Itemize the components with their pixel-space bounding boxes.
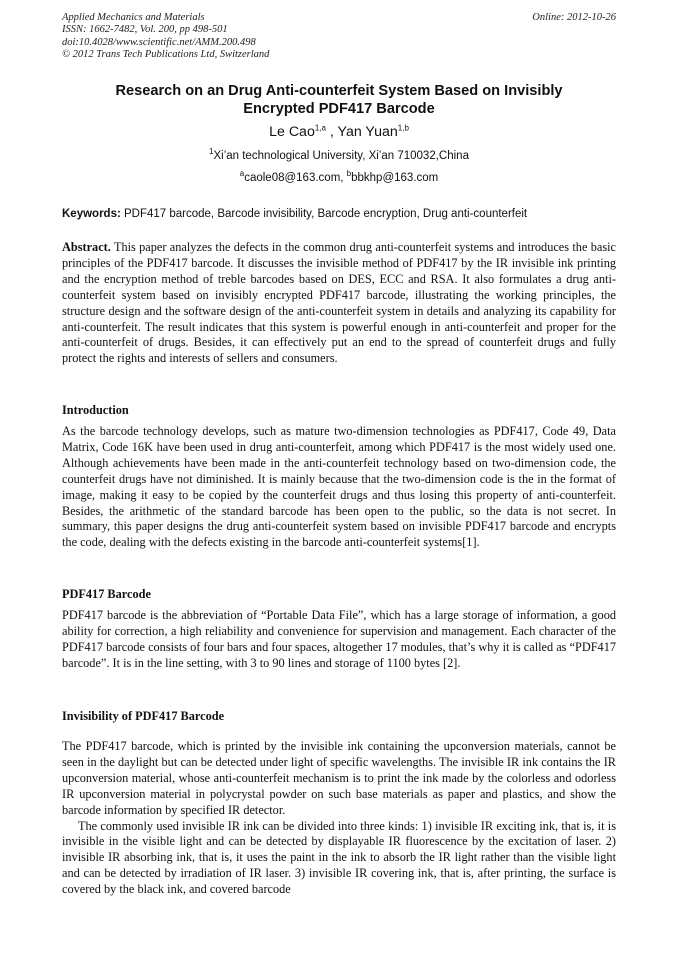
abstract: [62, 240, 616, 367]
pdf417-text: PDF417 barcode is the abbreviation of “Portable Data File”, which has a large storage of information, a good ability for correction, a high reliability and convenience for supervision and management. Each character of the PDF417 barcode consists of four bars and four spaces, altogether 17 modules, that’s why it is called as “PDF417 barcode”. It is in the line setting, with 3 to 90 lines and storage of 1100 bytes [2].: [62, 608, 616, 670]
journal-header: [62, 12, 269, 62]
author-2-sup: 1,b: [397, 123, 409, 133]
online-date: Online: 2012-10-26: [532, 12, 616, 23]
email-b-sup: b: [346, 169, 352, 179]
author-separator: ,: [325, 124, 338, 140]
author-1: Le Cao: [269, 124, 315, 140]
invisibility-heading: Invisibility of PDF417 Barcode: [62, 709, 225, 723]
emails: [62, 169, 616, 184]
email-a-sup: a: [239, 169, 245, 179]
email-b: bbkhp@163.com: [351, 172, 439, 184]
keywords-label: Keywords:: [62, 208, 121, 220]
paper-title: [62, 82, 616, 118]
authors: [62, 124, 616, 140]
author-2: Yan Yuan: [337, 124, 398, 140]
email-a: caole08@163.com,: [244, 172, 347, 184]
invisibility-text-2: The commonly used invisible IR ink can be divided into three kinds: 1) invisible IR exciting ink, that is, it is invisible in the visible light and can be detected by displayable IR fluorescence by the excitation of laser. 2) invisible IR absorbing ink, that is, it uses the paint in the ink to absorb the IR light rather than the visible light and can be detected by irradiation of IR laser. 3) invisible IR covering ink, that is, after printing, the surface is covered by the black ink, and covered barcode: [62, 818, 616, 897]
doi-line: doi:10.4028/www.scientific.net/AMM.200.498: [62, 36, 256, 48]
copyright-line: © 2012 Trans Tech Publications Ltd, Switzerland: [62, 49, 270, 61]
introduction-text: As the barcode technology develops, such as mature two-dimension technologies as PDF417, Code 49, Data Matrix, Code 16K have been used in drug anti-counterfeit, among which PDF417 is the most widely used one. Although achievements have been made in the anti-counterfeit technology based on two-dimension code, the counterfeit drugs have not diminished. It is mainly because that the two-dimension code is the in the format of image, making it easy to be copied by the counterfeit drugs and thus losing this property of anti-counterfeit. Besides, the arithmetic of the standard barcode has been open to the public, so the data is not secret. In summary, this paper designs the drug anti-counterfeit system based on invisible PDF417 barcode and encrypts the code, dealing with the defects existing in the barcode anti-counterfeit systems[1].: [62, 424, 616, 550]
keywords: [62, 208, 616, 220]
pdf417-heading: PDF417 Barcode: [62, 587, 151, 601]
introduction-body: [62, 424, 616, 551]
abstract-label: Abstract.: [62, 240, 111, 254]
keywords-text: PDF417 barcode, Barcode invisibility, Barcode encryption, Drug anti-counterfeit: [120, 208, 528, 220]
introduction-heading: Introduction: [62, 403, 129, 417]
issn-line: ISSN: 1662-7482, Vol. 200, pp 498-501: [62, 24, 228, 36]
affiliation-text: Xi’an technological University, Xi’an 710032,China: [213, 150, 469, 162]
journal-name: Applied Mechanics and Materials: [62, 12, 205, 23]
pdf417-body: [62, 608, 616, 672]
invisibility-text-1: The PDF417 barcode, which is printed by the invisible ink containing the upconversion materials, cannot be seen in the daylight but can be detected under light of specific wavelengths. The invisible IR ink contains the IR upconversion material, whose anti-counterfeit mechanism is to print the ink made by the colorless and odorless IR upconversion material in polycrystal powder on such base materials as paper and plastics, and show the barcode information by specified IR detector.: [62, 739, 616, 817]
title-line-1: Research on an Drug Anti-counterfeit System Based on Invisibly: [115, 83, 563, 99]
invisibility-body: [62, 739, 616, 898]
title-line-2: Encrypted PDF417 Barcode: [243, 101, 435, 117]
affiliation: [62, 147, 616, 162]
affiliation-sup: 1: [209, 147, 214, 157]
abstract-text: This paper analyzes the defects in the common drug anti-counterfeit systems and introduces the basic principles of the PDF417 barcode. It discusses the invisible method of PDF417 by the IR invisible ink printing and the encryption method of treble barcodes based on DES, ECC and RSA. It also formulates a drug anti-counterfeit system based on invisibly encrypted PDF417 barcode, illustrating the working principles, the structure design and the software design of the anti-counterfeit system in details and analyzing its capability for anti-counterfeit. The result indicates that this system is powerful enough in anti-counterfeit and proper for the anti-counterfeit of drugs. Besides, it can effectively put an end to the spread of counterfeit drugs and fully protect the rights and interests of sellers and consumers.: [62, 240, 616, 366]
author-1-sup: 1,a: [314, 123, 326, 133]
